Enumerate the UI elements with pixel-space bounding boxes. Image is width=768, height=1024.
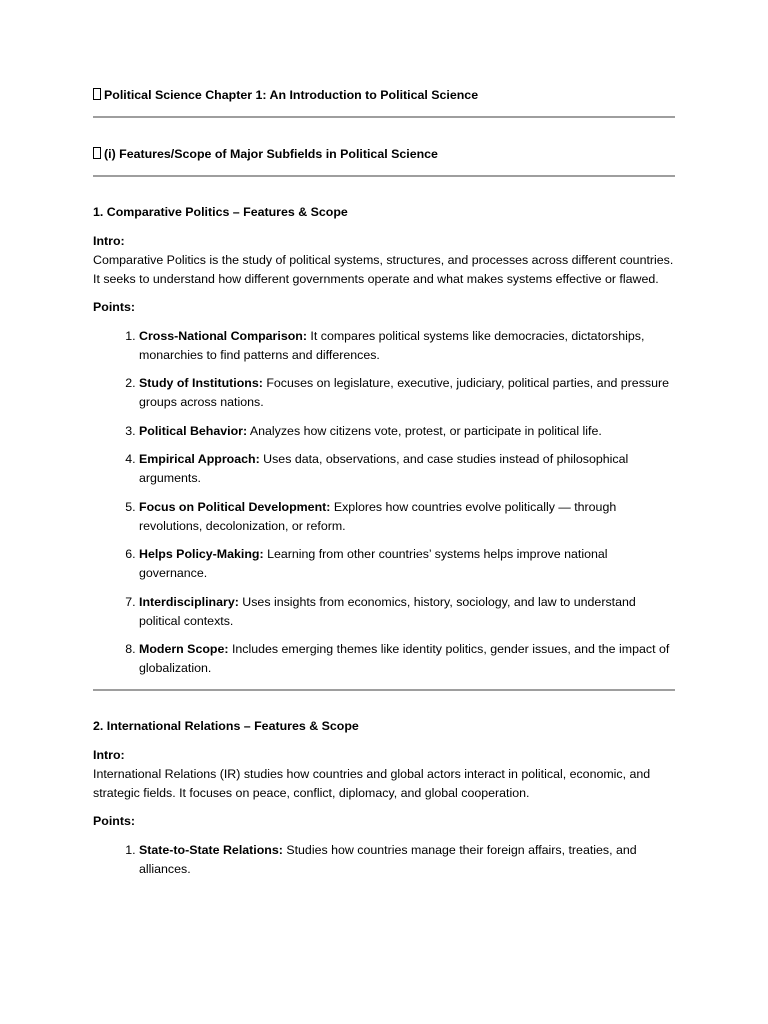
point-text: Focuses on legislature, executive, judiciary, political parties, and pressure groups across nations. (139, 376, 669, 409)
points-label: Points: (93, 814, 135, 828)
divider (93, 175, 675, 177)
point-text: Uses data, observations, and case studies instead of philosophical arguments. (139, 452, 629, 485)
points-list (93, 841, 675, 879)
missing-glyph-icon (93, 88, 101, 100)
point-term: Cross-National Comparison: (139, 328, 307, 343)
point-text: Uses insights from economics, history, sociology, and law to understand political contexts. (139, 594, 636, 628)
point-text: Explores how countries evolve politically — through revolutions, decolonization, or reform. (139, 499, 617, 533)
divider (93, 689, 675, 691)
list-item (139, 327, 675, 365)
point-term: Interdisciplinary: (139, 594, 239, 609)
point-text: Learning from other countries’ systems helps improve national governance. (139, 547, 608, 580)
chapter-title-text: Political Science Chapter 1: An Introduction to Political Science (104, 88, 479, 102)
intro-label: Intro: (93, 233, 125, 248)
list-item (139, 593, 675, 631)
subfields-heading-text: (i) Features/Scope of Major Subfields in Political Science (104, 147, 438, 161)
missing-glyph-icon (93, 147, 101, 159)
points-list (93, 327, 675, 679)
subfields-heading (93, 145, 675, 164)
list-item (139, 374, 675, 412)
divider (93, 116, 675, 118)
list-item (139, 498, 675, 536)
point-text: Analyzes how citizens vote, protest, or participate in political life. (247, 423, 602, 438)
point-term: Political Behavior: (139, 423, 248, 438)
list-item (139, 422, 675, 441)
intro-label: Intro: (93, 747, 125, 762)
chapter-title (93, 86, 675, 105)
point-text: Includes emerging themes like identity politics, gender issues, and the impact of globalization. (139, 642, 670, 675)
intro-text: International Relations (IR) studies how countries and global actors interact in political, economic, and strategic fields. It focuses on peace, conflict, diplomacy, and global cooperation. (93, 766, 651, 800)
point-text: It compares political systems like democracies, dictatorships, monarchies to find patterns and differences. (139, 328, 645, 362)
points-label: Points: (93, 300, 135, 314)
intro-text: Comparative Politics is the study of political systems, structures, and processes across different countries. It seeks to understand how different governments operate and what makes systems effective or flawed. (93, 252, 674, 286)
document-page (93, 86, 675, 879)
point-term: State-to-State Relations: (139, 842, 283, 857)
point-term: Study of Institutions: (139, 376, 263, 390)
list-item (139, 450, 675, 488)
point-term: Focus on Political Development: (139, 499, 331, 514)
point-text: Studies how countries manage their foreign affairs, treaties, and alliances. (139, 842, 637, 876)
point-term: Modern Scope: (139, 642, 229, 656)
list-item (139, 841, 675, 879)
point-term: Empirical Approach: (139, 452, 260, 466)
point-term: Helps Policy-Making: (139, 547, 264, 561)
section-title: 1. Comparative Politics – Features & Scope (93, 205, 348, 219)
list-item (139, 545, 675, 583)
list-item (139, 640, 675, 678)
section-title: 2. International Relations – Features & Scope (93, 719, 359, 733)
